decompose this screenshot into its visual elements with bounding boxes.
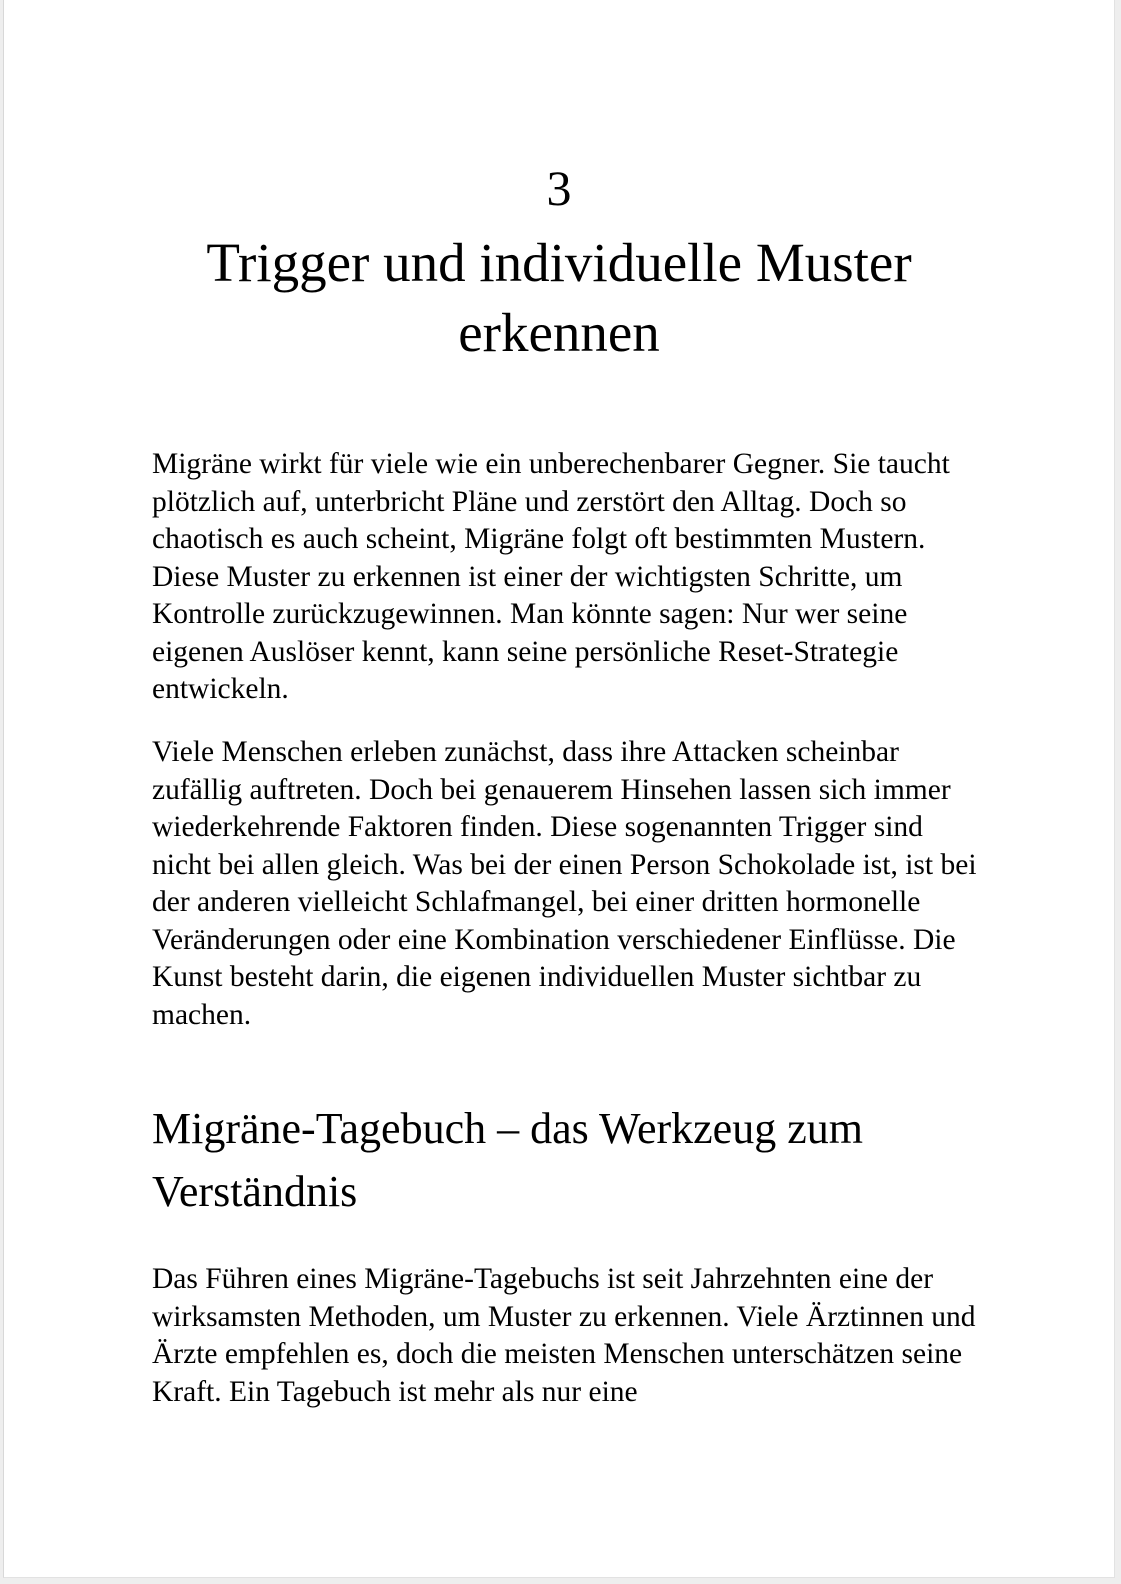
intro-paragraph-2: Viele Menschen erleben zunächst, dass ihre Attacken scheinbar zufällig auftreten. Doch bei genauerem Hinsehen lassen sich immer wiederkehrende Faktoren finden. Diese sogenannten Trigger sind nicht bei allen gleich. Was bei der einen Person Schokolade ist, ist bei der anderen vielleicht Schlafmangel, bei einer dritten hormonelle Veränderungen oder eine Kombination verschiedener Einflüsse. Die Kunst besteht darin, die eigenen individuellen Muster sichtbar zu machen.: [152, 736, 977, 1031]
document-page: [3, 0, 1115, 1578]
section-heading: Migräne-Tagebuch – das Werkzeug zum Verständnis: [152, 1104, 863, 1216]
chapter-number: 3: [546, 160, 572, 216]
section-paragraph-1: Das Führen eines Migräne-Tagebuchs ist seit Jahrzehnten eine der wirksamsten Methoden, um Muster zu erkennen. Viele Ärztinnen und Ärzte empfehlen es, doch die meisten Menschen unterschätzen seine Kraft. Ein Tagebuch ist mehr als nur eine: [152, 1263, 976, 1408]
intro-paragraph-1: Migräne wirkt für viele wie ein unberechenbarer Gegner. Sie taucht plötzlich auf, unterbricht Pläne und zerstört den Alltag. Doch so chaotisch es auch scheint, Migräne folgt oft bestimmten Mustern. Diese Muster zu erkennen ist einer der wichtigsten Schritte, um Kontrolle zurückzugewinnen. Man könnte sagen: Nur wer seine eigenen Auslöser kennt, kann seine persönliche Reset-Strategie entwickeln.: [152, 448, 950, 705]
chapter-title: Trigger und individuelle Muster erkennen: [206, 232, 912, 363]
